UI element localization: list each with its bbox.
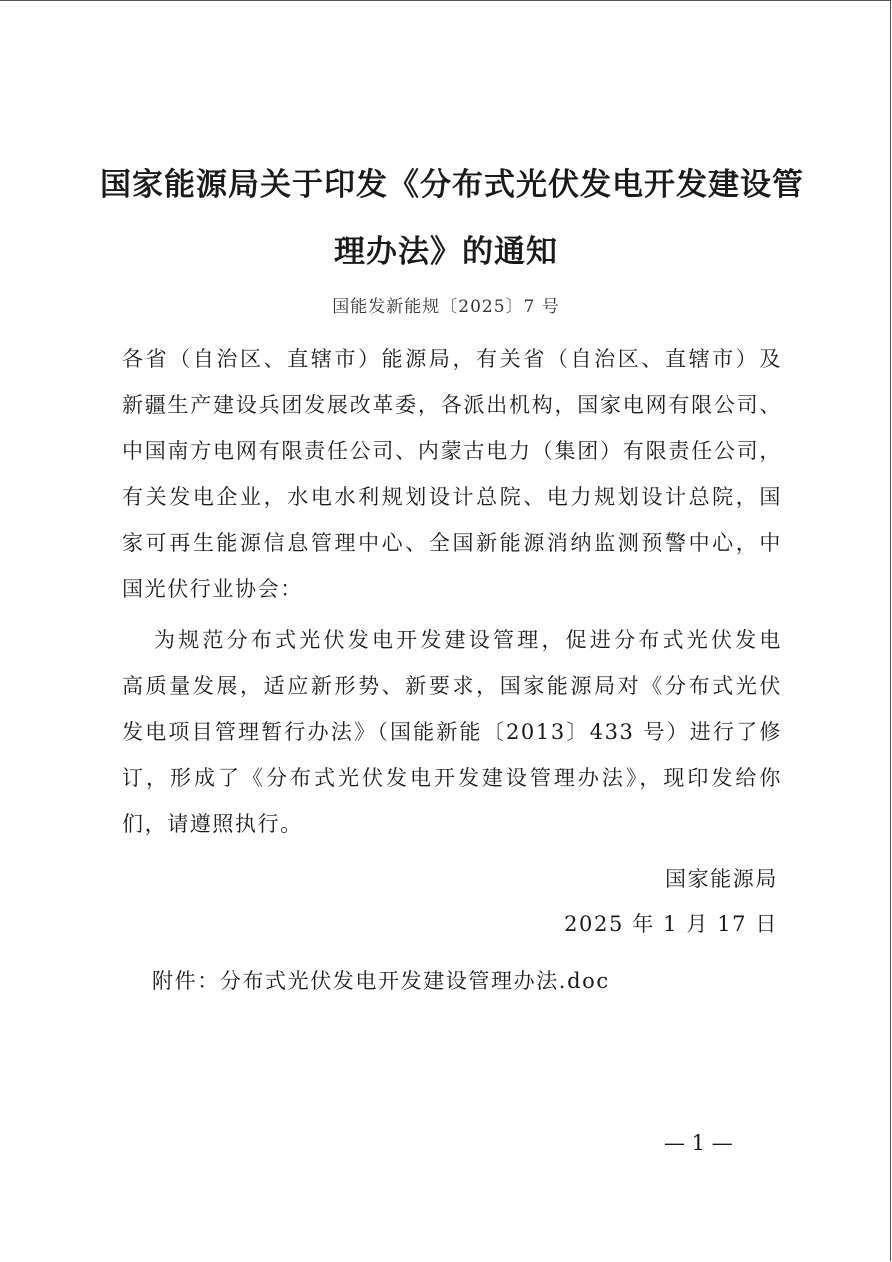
addressee-line: 各省（自治区、直辖市）能源局，有关省（自治区、直辖市）及 bbox=[122, 347, 782, 371]
addressee-line: 家可再生能源信息管理中心、全国新能源消纳监测预警中心，中 bbox=[122, 531, 782, 555]
addressee-line: 中国南方电网有限责任公司、内蒙古电力（集团）有限责任公司， bbox=[122, 439, 782, 463]
attachment-line bbox=[152, 965, 610, 995]
addressee-line: 国光伏行业协会： bbox=[122, 577, 303, 601]
body-line: 订，形成了《分布式光伏发电开发建设管理办法》，现印发给你 bbox=[122, 766, 782, 790]
page-number: — 1 — bbox=[664, 1131, 733, 1155]
attachment-label: 附件： bbox=[152, 969, 220, 993]
document-title-line-2: 理办法》的通知 bbox=[334, 234, 558, 270]
issue-date: 2025 年 1 月 17 日 bbox=[564, 912, 778, 936]
body-paragraph bbox=[122, 617, 782, 847]
body-line: 高质量发展，适应新形势、新要求，国家能源局对《分布式光伏 bbox=[122, 674, 782, 698]
addressee-paragraph bbox=[122, 336, 782, 612]
addressee-line: 新疆生产建设兵团发展改革委，各派出机构，国家电网有限公司、 bbox=[122, 393, 782, 417]
addressee-line: 有关发电企业，水电水利规划设计总院、电力规划设计总院，国 bbox=[122, 485, 782, 509]
document-title-line-1: 国家能源局关于印发《分布式光伏发电开发建设管 bbox=[100, 167, 804, 203]
document-number: 国能发新能规〔2025〕7 号 bbox=[332, 297, 560, 317]
body-line: 为规范分布式光伏发电开发建设管理，促进分布式光伏发电 bbox=[154, 628, 782, 652]
issuer-signature: 国家能源局 bbox=[665, 867, 778, 891]
body-line: 们，请遵照执行。 bbox=[122, 812, 303, 836]
attachment-file-link[interactable]: 分布式光伏发电开发建设管理办法.doc bbox=[219, 969, 610, 993]
body-line: 发电项目管理暂行办法》（国能新能〔2013〕433 号）进行了修 bbox=[122, 720, 782, 744]
